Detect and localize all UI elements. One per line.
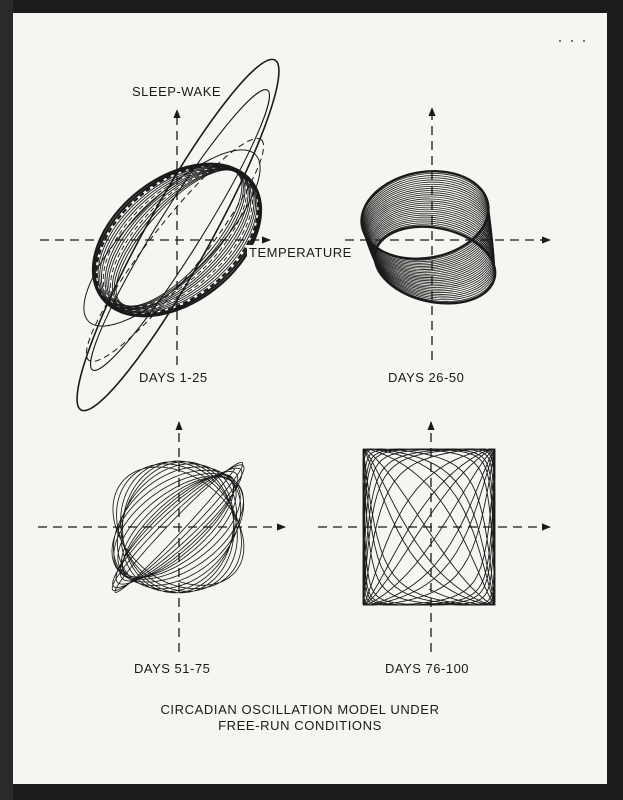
panel-3-label: DAYS 51-75: [134, 661, 211, 676]
caption-line-2: FREE-RUN CONDITIONS: [218, 718, 382, 733]
panel-3-axes: [38, 422, 285, 652]
caption-line-1: CIRCADIAN OSCILLATION MODEL UNDER: [160, 702, 440, 717]
panel-1-trajectory: [53, 45, 303, 426]
panel-2-label: DAYS 26-50: [388, 370, 465, 385]
x-axis-label: TEMPERATURE: [249, 245, 352, 260]
panel-4-label: DAYS 76-100: [385, 661, 470, 676]
panel-2-trajectory: [355, 162, 503, 314]
panel-1-orbit: [60, 126, 283, 349]
corner-marks: [559, 40, 585, 42]
panel-1-orbit: [53, 45, 303, 426]
panel-1-label: DAYS 1-25: [139, 370, 208, 385]
y-axis-label: SLEEP-WAKE: [132, 84, 222, 99]
figure-caption: [100, 702, 500, 734]
panel-2-axes: [345, 108, 550, 360]
